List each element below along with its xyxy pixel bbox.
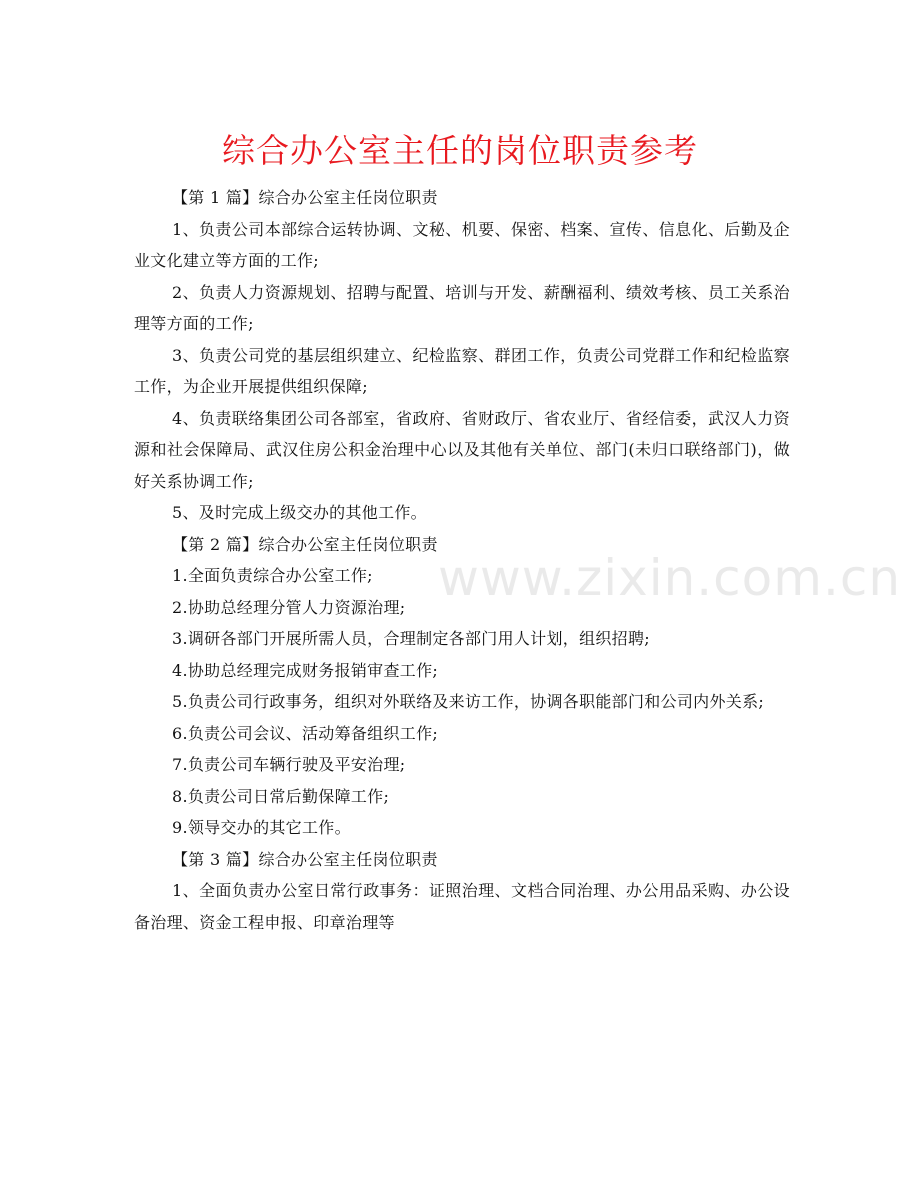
section-heading-2: 【第 2 篇】综合办公室主任岗位职责 — [172, 534, 438, 554]
watermark: www.zixin.com.cn — [438, 549, 902, 607]
paragraph: 3.调研各部门开展所需人员，合理制定各部门用人计划，组织招聘; — [172, 629, 650, 648]
paragraph: 9.领导交办的其它工作。 — [172, 818, 351, 837]
document-body — [134, 182, 790, 938]
paragraph: 4.协助总经理完成财务报销审查工作; — [172, 660, 439, 680]
paragraph: 1.全面负责综合办公室工作; — [172, 566, 373, 585]
section-heading-1: 【第 1 篇】综合办公室主任岗位职责 — [172, 188, 438, 207]
paragraph: 5、及时完成上级交办的其他工作。 — [172, 503, 427, 522]
paragraph: 5.负责公司行政事务，组织对外联络及来访工作，协调各职能部门和公司内外关系; — [172, 692, 765, 711]
document-title: 综合办公室主任的岗位职责参考 — [222, 131, 698, 170]
paragraph: 2.协助总经理分管人力资源治理; — [172, 597, 406, 617]
paragraph: 2、负责人力资源规划、招聘与配置、培训与开发、薪酬福利、绩效考核、员工关系治理等方面的工作; — [134, 282, 790, 333]
paragraph: 1、负责公司本部综合运转协调、文秘、机要、保密、档案、宣传、信息化、后勤及企业文化建立等方面的工作; — [134, 219, 790, 270]
section-heading-3: 【第 3 篇】综合办公室主任岗位职责 — [172, 849, 438, 869]
paragraph: 1、全面负责办公室日常行政事务：证照治理、文档合同治理、办公用品采购、办公设备治理、资金工程申报、印章治理等 — [134, 881, 790, 932]
paragraph: 6.负责公司会议、活动筹备组织工作; — [172, 723, 439, 743]
paragraph: 3、负责公司党的基层组织建立、纪检监察、群团工作，负责公司党群工作和纪检监察工作，为企业开展提供组织保障; — [134, 345, 790, 396]
paragraph: 8.负责公司日常后勤保障工作; — [172, 786, 390, 806]
paragraph: 7.负责公司车辆行驶及平安治理; — [172, 755, 406, 774]
paragraph: 4、负责联络集团公司各部室，省政府、省财政厅、省农业厅、省经信委，武汉人力资源和社会保障局、武汉住房公积金治理中心以及其他有关单位、部门(未归口联络部门)，做好关系协调工作; — [134, 408, 790, 491]
